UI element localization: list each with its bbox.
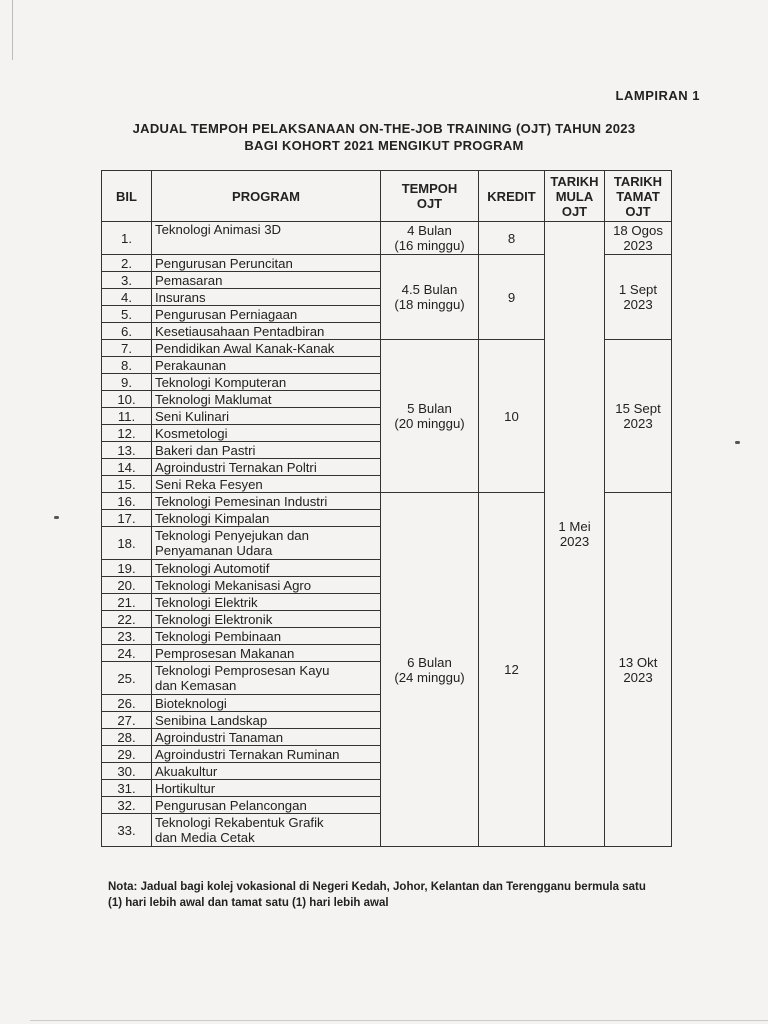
program-line-2: Penyamanan Udara xyxy=(155,543,273,558)
program-cell: Agroindustri Ternakan Ruminan xyxy=(152,746,381,763)
footnote xyxy=(108,879,708,911)
header-kredit: KREDIT xyxy=(479,171,545,222)
footnote-line-2: (1) hari lebih awal dan tamat satu (1) hari lebih awal xyxy=(108,897,389,909)
program-cell: Teknologi Elektrik xyxy=(152,594,381,611)
bil-cell: 28. xyxy=(102,729,152,746)
header-bil: BIL xyxy=(102,171,152,222)
bil-cell: 5. xyxy=(102,306,152,323)
ojt-schedule-table xyxy=(101,170,672,847)
bil-cell: 1. xyxy=(102,222,152,255)
bil-cell: 2. xyxy=(102,255,152,272)
tempoh-line-2: (18 minggu) xyxy=(394,297,465,312)
bil-cell: 19. xyxy=(102,560,152,577)
tamat-line-1: 18 Ogos xyxy=(613,223,663,238)
bil-cell: 29. xyxy=(102,746,152,763)
program-cell: Kosmetologi xyxy=(152,425,381,442)
program-cell: Teknologi Animasi 3D xyxy=(152,222,381,255)
bil-cell: 24. xyxy=(102,645,152,662)
tempoh-line-1: 4 Bulan xyxy=(407,223,452,238)
header-program: PROGRAM xyxy=(152,171,381,222)
header-tempoh-line-1: TEMPOH xyxy=(401,181,458,196)
program-cell: Seni Reka Fesyen xyxy=(152,476,381,493)
title-line-1: JADUAL TEMPOH PELAKSANAAN ON-THE-JOB TRAINING (OJT) TAHUN 2023 xyxy=(132,121,636,136)
program-cell: Perakaunan xyxy=(152,357,381,374)
bil-cell: 22. xyxy=(102,611,152,628)
document-title xyxy=(0,120,768,154)
tamat-line-1: 15 Sept xyxy=(615,401,661,416)
program-cell: Pendidikan Awal Kanak-Kanak xyxy=(152,340,381,357)
header-mula-line-2: MULA xyxy=(555,188,594,204)
bil-cell: 14. xyxy=(102,459,152,476)
tarikh-tamat-cell xyxy=(605,222,672,255)
program-cell: Senibina Landskap xyxy=(152,712,381,729)
lampiran-label: LAMPIRAN 1 xyxy=(615,88,700,103)
bottom-edge-line xyxy=(30,1020,768,1021)
program-cell: Seni Kulinari xyxy=(152,408,381,425)
program-cell: Hortikultur xyxy=(152,780,381,797)
program-cell: Bioteknologi xyxy=(152,695,381,712)
tamat-line-2: 2023 xyxy=(623,238,653,253)
header-tempoh-line-2: OJT xyxy=(416,196,443,211)
table-header-row xyxy=(102,171,672,222)
program-cell: Teknologi Pembinaan xyxy=(152,628,381,645)
bil-cell: 27. xyxy=(102,712,152,729)
tempoh-cell xyxy=(381,222,479,255)
tarikh-mula-cell xyxy=(545,222,605,847)
tamat-line-1: 13 Okt xyxy=(618,654,658,670)
bil-cell: 15. xyxy=(102,476,152,493)
tempoh-line-1: 5 Bulan xyxy=(407,401,452,416)
kredit-cell: 12 xyxy=(479,493,545,847)
tarikh-tamat-cell xyxy=(605,340,672,493)
program-cell: Pemasaran xyxy=(152,272,381,289)
bil-cell: 30. xyxy=(102,763,152,780)
bil-cell: 13. xyxy=(102,442,152,459)
mula-line-2: 2023 xyxy=(559,534,590,549)
tempoh-line-2: (20 minggu) xyxy=(394,416,465,431)
table-row xyxy=(102,222,672,255)
tarikh-tamat-cell xyxy=(605,493,672,847)
kredit-cell: 10 xyxy=(479,340,545,493)
program-cell: Teknologi Mekanisasi Agro xyxy=(152,577,381,594)
program-line-1: Teknologi Pemprosesan Kayu xyxy=(155,663,330,678)
bil-cell: 9. xyxy=(102,374,152,391)
tarikh-tamat-cell xyxy=(605,255,672,340)
bil-cell: 16. xyxy=(102,493,152,510)
bil-cell: 31. xyxy=(102,780,152,797)
bil-cell: 3. xyxy=(102,272,152,289)
title-line-2: BAGI KOHORT 2021 MENGIKUT PROGRAM xyxy=(244,138,524,153)
program-cell xyxy=(152,814,381,847)
tamat-line-2: 2023 xyxy=(623,416,653,431)
program-cell: Agroindustri Ternakan Poltri xyxy=(152,459,381,476)
footnote-line-1: Nota: Jadual bagi kolej vokasional di Negeri Kedah, Johor, Kelantan dan Terengganu bermula satu xyxy=(108,881,646,893)
header-tamat-line-2: TAMAT xyxy=(616,188,660,204)
program-cell: Pengurusan Pelancongan xyxy=(152,797,381,814)
bil-cell: 7. xyxy=(102,340,152,357)
tamat-line-1: 1 Sept xyxy=(618,282,658,297)
tempoh-cell xyxy=(381,340,479,493)
bil-cell: 26. xyxy=(102,695,152,712)
scan-speck xyxy=(54,516,59,519)
header-tarikh-mula xyxy=(545,171,605,222)
program-line-1: Teknologi Rekabentuk Grafik xyxy=(155,815,324,830)
program-cell: Teknologi Pemesinan Industri xyxy=(152,493,381,510)
bil-cell: 33. xyxy=(102,814,152,847)
tempoh-cell xyxy=(381,255,479,340)
header-tempoh xyxy=(381,171,479,222)
bil-cell: 12. xyxy=(102,425,152,442)
program-cell: Pemprosesan Makanan xyxy=(152,645,381,662)
program-cell: Teknologi Maklumat xyxy=(152,391,381,408)
page-edge-line xyxy=(12,0,13,60)
program-cell: Teknologi Automotif xyxy=(152,560,381,577)
tamat-line-2: 2023 xyxy=(623,297,653,312)
scan-speck xyxy=(735,441,740,444)
mula-line-1: 1 Mei xyxy=(558,519,591,534)
header-mula-line-1: TARIKH xyxy=(550,173,599,189)
bil-cell: 10. xyxy=(102,391,152,408)
program-cell: Pengurusan Peruncitan xyxy=(152,255,381,272)
header-tarikh-tamat xyxy=(605,171,672,222)
program-cell: Teknologi Elektronik xyxy=(152,611,381,628)
program-cell: Teknologi Kimpalan xyxy=(152,510,381,527)
bil-cell: 18. xyxy=(102,527,152,560)
program-line-2: dan Kemasan xyxy=(155,678,237,693)
program-cell: Pengurusan Perniagaan xyxy=(152,306,381,323)
header-tamat-line-3: OJT xyxy=(625,203,651,219)
program-line-1: Teknologi Penyejukan dan xyxy=(155,528,309,543)
header-tamat-line-1: TARIKH xyxy=(613,173,663,189)
tempoh-line-1: 4.5 Bulan xyxy=(401,282,458,297)
bil-cell: 32. xyxy=(102,797,152,814)
program-cell: Insurans xyxy=(152,289,381,306)
bil-cell: 11. xyxy=(102,408,152,425)
program-cell: Akuakultur xyxy=(152,763,381,780)
bil-cell: 8. xyxy=(102,357,152,374)
kredit-cell: 9 xyxy=(479,255,545,340)
bil-cell: 20. xyxy=(102,577,152,594)
program-cell: Bakeri dan Pastri xyxy=(152,442,381,459)
bil-cell: 4. xyxy=(102,289,152,306)
program-cell xyxy=(152,662,381,695)
kredit-cell: 8 xyxy=(479,222,545,255)
program-cell xyxy=(152,527,381,560)
program-cell: Agroindustri Tanaman xyxy=(152,729,381,746)
tempoh-cell xyxy=(381,493,479,847)
header-mula-line-3: OJT xyxy=(561,203,588,219)
tamat-line-2: 2023 xyxy=(623,669,653,685)
program-cell: Kesetiausahaan Pentadbiran xyxy=(152,323,381,340)
bil-cell: 21. xyxy=(102,594,152,611)
program-line-2: dan Media Cetak xyxy=(155,830,255,845)
bil-cell: 17. xyxy=(102,510,152,527)
tempoh-line-1: 6 Bulan xyxy=(407,654,452,670)
program-cell: Teknologi Komputeran xyxy=(152,374,381,391)
bil-cell: 25. xyxy=(102,662,152,695)
tempoh-line-2: (24 minggu) xyxy=(394,669,465,685)
tempoh-line-2: (16 minggu) xyxy=(394,238,465,253)
bil-cell: 6. xyxy=(102,323,152,340)
bil-cell: 23. xyxy=(102,628,152,645)
